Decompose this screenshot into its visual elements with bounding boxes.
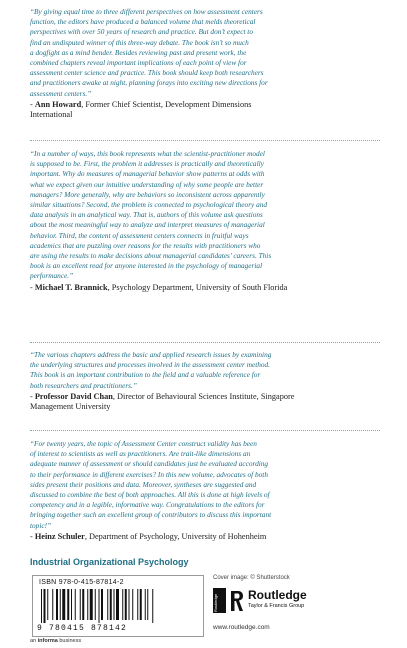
isbn-barcode-block [32, 575, 204, 637]
barcode-bar [87, 589, 88, 620]
isbn-label: ISBN 978-0-415-87814-2 [39, 579, 124, 586]
barcode-icon [39, 589, 197, 623]
divider [30, 342, 380, 343]
publisher-name: Routledge [248, 588, 307, 602]
barcode-bar [147, 589, 148, 620]
endorsement-quote: “In a number of ways, this book represents what the scientist-practitioner model is supposed to be. First, the problem it addresses is practically and theoretically important. Why do measures of managerial behavior show patterns at odds with what we expect given our intuitive understanding of why some people are better managers? More generally, why are behaviors so inconsistent across apparently similar situations? Second, the problem is connected to psychological theory and data analysis in an analytical way. That is, authors of this volume ask questions about the most meaningful way to analyze and interpret measures of managerial behavior. Third, the content of assessment centers connects in fruitful ways academics that are puzzling over reasons for the results with practitioners who are using the results to make decisions about managerial candidates’ careers. This book is an excellent read for anyone interested in the psychology of managerial performance.” [30, 149, 272, 281]
barcode-number: 9 780415 878142 [37, 624, 128, 633]
endorsement-schuler [30, 439, 380, 542]
barcode-bar [75, 589, 76, 620]
endorser-affiliation: , Director of Behavioural Sciences Institute, Singapore Management University [30, 391, 295, 412]
series-title: Industrial Organizational Psychology [30, 557, 189, 567]
barcode-bar [107, 589, 108, 620]
barcode-bar [137, 589, 138, 620]
publisher-group: Taylor & Francis Group [248, 603, 305, 609]
endorsement-brannick [30, 149, 380, 293]
barcode-bar [52, 589, 53, 620]
endorsement-attribution: - Michael T. Brannick, Psychology Department, University of South Florida [30, 282, 288, 292]
routledge-mark-icon [229, 589, 245, 613]
barcode-bar [140, 589, 142, 620]
informa-footer: an informa business [30, 638, 82, 644]
barcode-bar [44, 589, 46, 623]
barcode-bar [60, 589, 61, 620]
endorser-affiliation: , Psychology Department, University of South Florida [107, 282, 288, 292]
barcode-bar [99, 589, 100, 623]
barcode-bar [110, 589, 112, 620]
barcode-bar [56, 589, 58, 620]
endorser-name: Ann Howard [34, 99, 82, 109]
endorsement-chan [30, 350, 380, 413]
endorsement-quote: “By giving equal time to three different perspectives on how assessment centers function, the editors have produced a balanced volume that melds theoretical perspectives with over 50 years of research and practice. But don’t expect to find an undisputed winner of this three-way debate. The book isn’t so much a dogfight as a mind bender. Besides reviewing past and present work, the combined chapters reveal important implications of each point of view for assessment center science and practice. This book should keep both researchers and practitioners awake at night, planning forays into exciting new directions for assessment centers.” [30, 7, 268, 98]
barcode-bar [95, 589, 96, 620]
barcode-bar [145, 589, 146, 620]
barcode-bar [152, 589, 153, 623]
barcode-bar [82, 589, 84, 620]
barcode-bar [129, 589, 130, 620]
spine-logo-box: Routledge [213, 588, 226, 613]
endorser-name: Michael T. Brannick [34, 282, 108, 292]
barcode-bar [132, 589, 133, 620]
cover-credit: Cover image: © Shutterstock [213, 575, 290, 581]
barcode-bar [116, 589, 119, 620]
endorser-name: Professor David Chan [34, 391, 113, 401]
endorsement-quote: “For twenty years, the topic of Assessment Center construct validity has been of interest to scientists as well as practitioners. Are trait-like dimensions an adequate manner of assessment or should candidates just be evaluated according to their performance in different exercises? In this new volume, advocates of both sides present their positions and data. Moreover, syntheses are suggested and discussed to combine the best of both approaches. All this is done at high levels of competency and in a legible, informative way. Congratulations to the editors for bringing together such an excellent group of contributors to discuss this important topic!” [30, 439, 272, 530]
barcode-bar [62, 589, 65, 620]
endorsement-quote: “The various chapters address the basic and applied research issues by examining the underlying structures and processes involved in the assessment center method. This book is an important contribution to the field and a valuable reference for both researchers and practitioners.” [30, 350, 272, 390]
barcode-bar [125, 589, 127, 620]
endorsement-attribution: - Heinz Schuler, Department of Psychology, University of Hohenheim [30, 531, 267, 541]
endorsement-howard [30, 7, 380, 121]
publisher-logo [213, 588, 333, 618]
barcode-bar [114, 589, 115, 620]
endorser-affiliation: , Department of Psychology, University of Hohenheim [84, 531, 267, 541]
endorsement-attribution: - Ann Howard, Former Chief Scientist, Development Dimensions International [30, 99, 252, 120]
divider [30, 140, 380, 141]
publisher-website[interactable]: www.routledge.com [213, 624, 270, 631]
barcode-bar [90, 589, 93, 620]
endorser-name: Heinz Schuler [34, 531, 85, 541]
barcode-bar [41, 589, 42, 623]
barcode-bar [122, 589, 123, 620]
barcode-bar [47, 589, 48, 620]
barcode-bar [80, 589, 81, 620]
barcode-bar [101, 589, 103, 620]
endorser-affiliation: , Former Chief Scientist, Development Dimensions International [30, 99, 252, 120]
barcode-bar [71, 589, 72, 620]
endorsement-attribution: - Professor David Chan, Director of Behavioural Sciences Institute, Singapore Management University [30, 391, 295, 412]
barcode-bar [67, 589, 69, 620]
divider [30, 430, 380, 431]
